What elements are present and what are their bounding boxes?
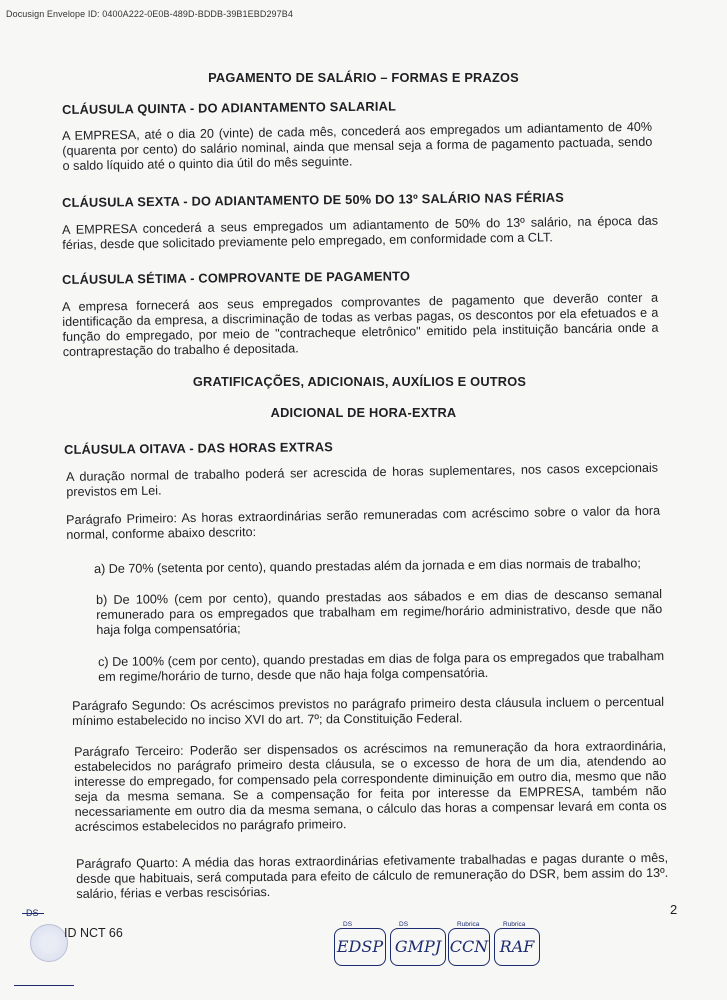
initial-label: Rubrica: [503, 921, 526, 928]
initial-signature: CCN: [449, 937, 489, 956]
clausula-sexta-text: A EMPRESA concederá a seus empregados um adiantamento de 50% do 13º salário, na época das férias, desde que solicitado previamente pelo empregado, em conformidade com a CLT.: [62, 213, 659, 252]
paragrafo-quarto: Parágrafo Quarto: A média das horas extraordinárias efetivamente trabalhadas e pagas durante o mês, desde que habituais, será computada para efeito de cálculo de remuneração do DSR, bem assim do 13º. salário, férias e verbas rescisórias.: [76, 850, 669, 901]
initial-label: DS: [399, 921, 409, 928]
subsection-hora-extra: ADICIONAL DE HORA-EXTRA: [270, 405, 457, 420]
initial-box-2: [390, 921, 446, 966]
clausula-setima-text: A empresa fornecerá aos seus empregados comprovantes de pagamento que deverão conter a identificação da empresa, a discriminação de todas as verbas pagas, os descontos por ela efetuados e a função do empregado, por meio de "contracheque eletrônico" emitido pela instituição bancária onde a contraprestação do trabalho é depositada.: [62, 290, 659, 359]
item-a: a) De 70% (setenta por cento), quando prestadas além da jornada e em dias normais de trabalho;: [94, 556, 641, 576]
page-number: 2: [670, 902, 678, 917]
paragrafo-segundo: Parágrafo Segundo: Os acréscimos previstos no parágrafo primeiro desta cláusula incluem o percentual mínimo estabelecido no inciso XVI do art. 7º; da Constituição Federal.: [72, 694, 665, 728]
seal-stamp: [30, 924, 68, 962]
clausula-oitava-intro: A duração normal de trabalho poderá ser acrescida de horas suplementares, nos casos excepcionais previstos em Lei.: [66, 460, 659, 499]
paragrafo-primeiro: Parágrafo Primeiro: As horas extraordinárias serão remuneradas com acréscimo sobre o valor da hora normal, conforme abaixo descrito:: [66, 503, 661, 542]
clausula-sexta-heading: CLÁUSULA SEXTA - DO ADIANTAMENTO DE 50% DO 13º SALÁRIO NAS FÉRIAS: [62, 189, 565, 210]
clausula-quinta-text: A EMPRESA, até o dia 20 (vinte) de cada mês, concederá aos empregados um adiantamento de 40% (quarenta por cento) do salário nominal, ainda que mensal seja a forma de pagamento pactuada, sendo o saldo líquido até o quinto dia útil do mês seguinte.: [62, 119, 653, 173]
ds-label: DS: [26, 908, 39, 918]
initial-signature: EDSP: [336, 937, 384, 956]
footer-divider: [14, 985, 74, 986]
section-title: PAGAMENTO DE SALÁRIO – FORMAS E PRAZOS: [208, 70, 519, 85]
section-gratificacoes: GRATIFICAÇÕES, ADICIONAIS, AUXÍLIOS E OUTROS: [192, 374, 527, 389]
initial-label: Rubrica: [457, 921, 480, 928]
initial-box-1: [334, 921, 386, 966]
item-c: c) De 100% (cem por cento), quando prestadas em dias de folga para os empregados que trabalham em regime/horário de turno, desde que não haja folga compensatória.: [98, 649, 665, 684]
initial-box-4: [494, 921, 540, 966]
initial-signature: RAF: [499, 937, 535, 956]
paragrafo-terceiro: Parágrafo Terceiro: Poderão ser dispensados os acréscimos na remuneração da hora extraordinária, estabelecidos no parágrafo primeiro desta cláusula, se o excesso de hora de um dia, atendendo ao interesse do empregado, for compensado pela correspondente diminuição em outro dia, mesmo que não seja da mesma semana. Se a compensação for feita por interesse da EMPRESA, também não necessariamente em outro dia da mesma semana, o cálculo das horas a compensar levará em conta os acréscimos estabelecidos no parágrafo primeiro.: [74, 738, 667, 834]
clausula-setima-heading: CLÁUSULA SÉTIMA - COMPROVANTE DE PAGAMENTO: [62, 268, 411, 287]
clausula-quinta-heading: CLÁUSULA QUINTA - DO ADIANTAMENTO SALARIAL: [62, 98, 397, 117]
initial-label: DS: [343, 921, 353, 928]
initial-box-3: [448, 921, 490, 966]
document-id: ID NCT 66: [64, 926, 123, 940]
envelope-id: Docusign Envelope ID: 0400A222-0E0B-489D-BDDB-39B1EBD297B4: [6, 9, 293, 19]
clausula-oitava-heading: CLÁUSULA OITAVA - DAS HORAS EXTRAS: [64, 439, 334, 457]
initial-signature: GMPJ: [394, 937, 442, 956]
item-b: b) De 100% (cem por cento), quando prestadas aos sábados e em dias de descanso semanal remunerado para os empregados que trabalham em regime/horário administrativo, desde que não haja folga compensatória;: [96, 587, 663, 637]
